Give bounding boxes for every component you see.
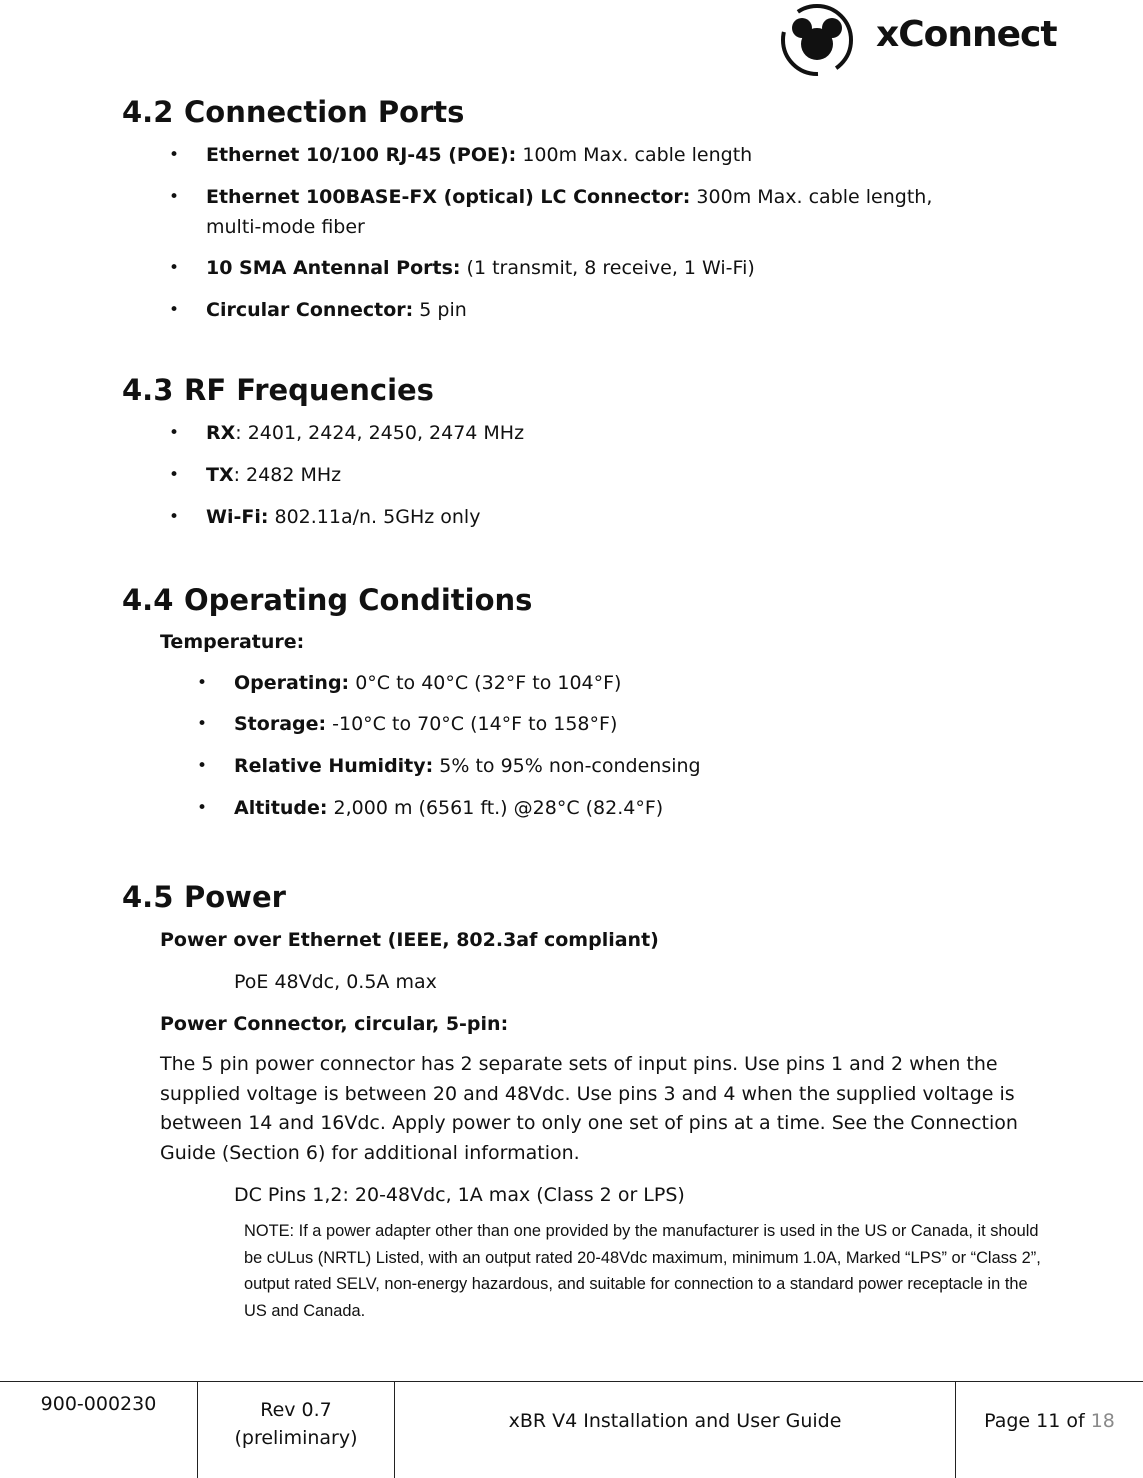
power-connector-heading: Power Connector, circular, 5-pin: (160, 1013, 509, 1035)
bullet-icon: • (169, 145, 180, 165)
section-number: 4.3 (122, 373, 174, 407)
temperature-subheading: Temperature: (160, 631, 305, 653)
bullet-icon: • (197, 714, 208, 734)
item-text: : 2401, 2424, 2450, 2474 MHz (235, 422, 525, 444)
item-label: Relative Humidity: (234, 755, 434, 777)
item-label: Altitude: (234, 797, 328, 819)
item-text: 300m Max. cable length, (690, 186, 933, 208)
list-item (197, 793, 664, 823)
power-adapter-note: NOTE: If a power adapter other than one provided by the manufacturer is used in the US or Canada, it should be cULus (NRTL) Listed, with an output rated 20-48Vdc maximum, minimum 1.0A, Marked “LPS” or “Class 2”, output rated SELV, non-energy hazardous, and suitable for connection to a standard power receptacle in the US and Canada. (244, 1222, 1041, 1320)
poe-spec: PoE 48Vdc, 0.5A max (234, 971, 437, 993)
item-text-continued: multi-mode fiber (206, 216, 365, 238)
item-text: 5% to 95% non-condensing (433, 755, 701, 777)
item-text: 2,000 m (6561 ft.) @28°C (82.4°F) (327, 797, 664, 819)
mickey-head-icon (776, 2, 860, 76)
revision-status: (preliminary) (234, 1427, 358, 1449)
list-item (169, 502, 481, 532)
item-label: TX (206, 464, 234, 486)
section-4-5-heading (122, 880, 286, 914)
bullet-icon: • (169, 187, 180, 207)
doc-number: 900-000230 (40, 1393, 157, 1415)
footer-doc-number-cell (0, 1382, 197, 1478)
item-label: Ethernet 100BASE-FX (optical) LC Connector: (206, 186, 691, 208)
section-number: 4.2 (122, 95, 174, 129)
list-item (169, 295, 467, 325)
dc-pins-spec: DC Pins 1,2: 20-48Vdc, 1A max (Class 2 or LPS) (234, 1184, 685, 1206)
section-number: 4.4 (122, 583, 174, 617)
list-item (169, 182, 933, 242)
section-title: Operating Conditions (184, 583, 533, 617)
bullet-icon: • (169, 300, 180, 320)
bullet-icon: • (169, 258, 180, 278)
section-title: Connection Ports (184, 95, 465, 129)
list-item (169, 253, 755, 283)
section-title: RF Frequencies (184, 373, 434, 407)
page-number: Page 11 of (984, 1410, 1091, 1432)
bullet-icon: • (197, 798, 208, 818)
footer-page-cell (955, 1382, 1143, 1478)
item-text: -10°C to 70°C (14°F to 158°F) (326, 713, 618, 735)
item-label: Ethernet 10/100 RJ-45 (POE): (206, 144, 517, 166)
section-title: Power (184, 880, 286, 914)
power-connector-paragraph: The 5 pin power connector has 2 separate sets of input pins. Use pins 1 and 2 when the supplied voltage is between 20 and 48Vdc. Use pins 3 and 4 when the supplied voltage is between 14 and 16Vdc. Apply power to only one set of pins at a time. See the Connection Guide (Section 6) for additional information. (160, 1053, 1018, 1164)
item-text: : 2482 MHz (233, 464, 342, 486)
list-item (197, 751, 701, 781)
document-title: xBR V4 Installation and User Guide (508, 1410, 842, 1432)
section-number: 4.5 (122, 880, 174, 914)
section-4-3-heading (122, 373, 434, 407)
item-label: Circular Connector: (206, 299, 414, 321)
list-item (197, 668, 622, 698)
item-text: 100m Max. cable length (516, 144, 753, 166)
xconnect-logo (776, 2, 1056, 74)
item-label: RX (206, 422, 236, 444)
item-label: Wi-Fi: (206, 506, 269, 528)
revision-label: Rev 0.7 (260, 1399, 332, 1421)
bullet-icon: • (169, 507, 180, 527)
bullet-icon: • (169, 423, 180, 443)
item-label: 10 SMA Antennal Ports: (206, 257, 461, 279)
section-4-4-heading (122, 583, 532, 617)
list-item (169, 460, 342, 490)
item-text: (1 transmit, 8 receive, 1 Wi-Fi) (460, 257, 755, 279)
bullet-icon: • (197, 673, 208, 693)
page-footer (0, 1381, 1143, 1477)
item-text: 5 pin (413, 299, 467, 321)
item-label: Operating: (234, 672, 350, 694)
bullet-icon: • (169, 465, 180, 485)
logo-text: xConnect (876, 14, 1057, 55)
footer-revision-cell (197, 1382, 394, 1478)
item-text: 0°C to 40°C (32°F to 104°F) (349, 672, 622, 694)
section-4-2-heading (122, 95, 464, 129)
list-item (169, 140, 753, 170)
poe-heading: Power over Ethernet (IEEE, 802.3af compliant) (160, 929, 659, 951)
item-label: Storage: (234, 713, 327, 735)
list-item (197, 709, 618, 739)
bullet-icon: • (197, 756, 208, 776)
item-text: 802.11a/n. 5GHz only (268, 506, 481, 528)
footer-title-cell (394, 1382, 955, 1478)
page-total: 18 (1090, 1410, 1115, 1432)
list-item (169, 418, 525, 448)
